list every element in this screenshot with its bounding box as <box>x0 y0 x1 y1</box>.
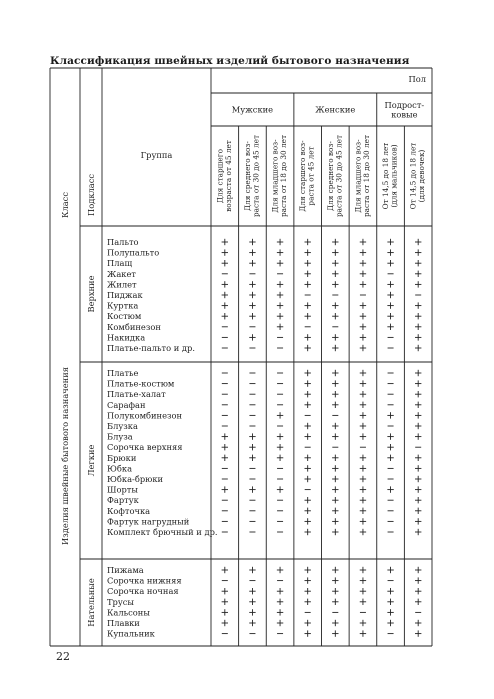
group-name: Сорочка нижняя <box>107 575 182 586</box>
group-name: Платье <box>107 368 139 378</box>
page-title: Классификация швейных изделий бытового назначения <box>50 55 410 67</box>
age-column-label: Для среднего воз- <box>325 141 335 211</box>
header-group-label: Группа <box>140 150 173 160</box>
group-name: Платье-костюм <box>107 378 175 389</box>
group-name: Блузка <box>107 421 138 431</box>
age-column-label: (для девочек) <box>417 149 427 203</box>
class-label: Изделия швейные бытового назначения <box>60 367 70 545</box>
group-name: Юбка <box>107 463 133 474</box>
group-name: Фартук <box>107 495 139 506</box>
group-name: Шорты <box>107 484 138 495</box>
age-column-label: От 14,5 до 18 лет <box>381 142 391 210</box>
group-name: Накидка <box>107 332 146 343</box>
group-name: Комбинезон <box>107 321 161 332</box>
group-name: Костюм <box>107 311 142 322</box>
group-name: Фартук нагрудный <box>107 516 190 527</box>
age-column-label: (для мальчиков) <box>389 144 399 208</box>
age-column-label: раста от 30 до 45 лет <box>251 135 261 217</box>
group-name: Платье-халат <box>107 389 166 400</box>
age-column-label: раста от 45 лет <box>306 146 316 206</box>
group-name: Сарафан <box>107 399 146 410</box>
header-subclass-label: Подкласс <box>86 173 96 217</box>
age-column-label: возраста от 45 лет <box>223 140 233 212</box>
group-name: Плавки <box>107 618 140 628</box>
group-name: Юбка-брюки <box>107 474 164 484</box>
sex-group-label: ковые <box>391 109 418 120</box>
age-column-label: От 14,5 до 18 лет <box>408 142 418 210</box>
page-number: 22 <box>56 650 70 663</box>
group-name: Комплект брючный и др. <box>107 527 218 537</box>
group-name: Брюки <box>107 452 137 463</box>
group-name: Полукомбинезон <box>107 410 183 421</box>
group-name: Куртка <box>107 300 139 311</box>
group-name: Купальник <box>107 628 155 639</box>
age-column-label: раста от 30 до 45 лет <box>334 135 344 217</box>
group-name: Жакет <box>107 268 136 279</box>
group-name: Кальсоны <box>107 607 150 618</box>
group-name: Плащ <box>107 258 133 269</box>
age-column-label: Для младшего воз- <box>353 139 363 213</box>
group-name: Сорочка ночная <box>107 586 179 597</box>
group-name: Платье-пальто и др. <box>107 343 195 353</box>
group-name: Пиджак <box>107 290 143 300</box>
group-name: Трусы <box>107 596 134 607</box>
group-name: Полупальто <box>107 247 160 258</box>
sex-group-label: Подрост- <box>384 99 425 110</box>
group-name: Пальто <box>107 237 139 247</box>
sex-group-label: Женские <box>315 104 356 115</box>
group-name: Кофточка <box>107 505 151 516</box>
age-column-label: Для старшего воз- <box>298 140 308 212</box>
group-name: Пижама <box>107 565 144 575</box>
sex-group-label: Мужские <box>231 104 274 115</box>
subclass-label: Верхние <box>86 275 96 313</box>
subclass-label: Легкие <box>86 444 96 477</box>
age-column-label: раста от 18 до 30 лет <box>279 135 289 217</box>
age-column-label: Для среднего воз- <box>242 141 252 211</box>
age-column-label: раста от 18 до 30 лет <box>361 135 371 217</box>
group-name: Жилет <box>107 279 137 290</box>
group-name: Блуза <box>107 431 133 442</box>
header-class-label: Класс <box>60 192 70 218</box>
age-column-label: Для старшего <box>215 149 225 203</box>
group-name: Сорочка верхняя <box>107 442 183 453</box>
age-column-label: Для младшего воз- <box>270 139 280 213</box>
subclass-label: Нательные <box>86 578 96 627</box>
header-sex-label: Пол <box>408 74 426 84</box>
